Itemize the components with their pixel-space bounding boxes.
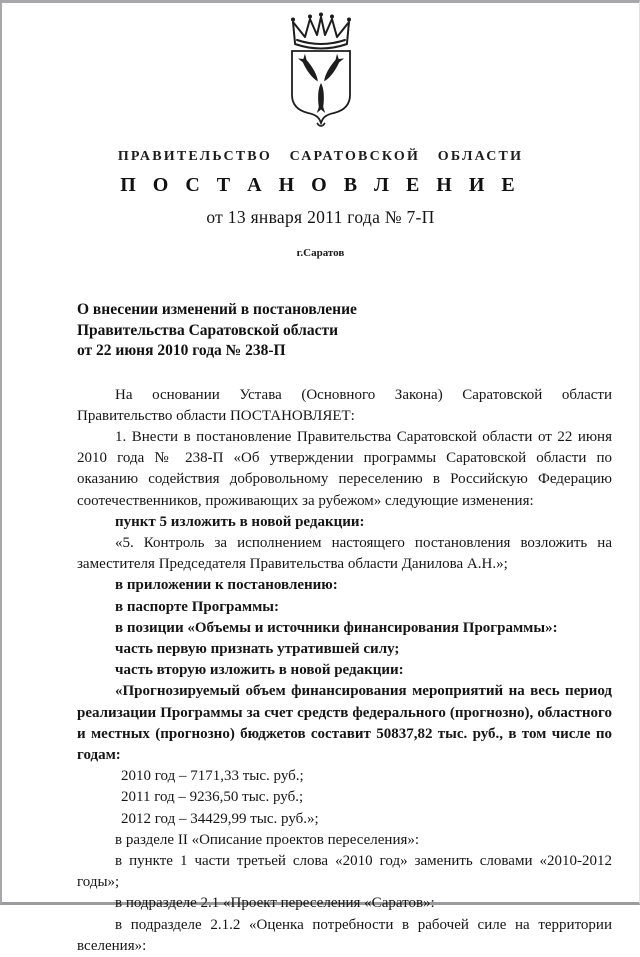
document-city: г.Саратов xyxy=(296,247,345,259)
document-date-number: от 13 января 2011 года № 7-П xyxy=(206,207,435,227)
body-paragraph: На основании Устава (Основного Закона) Саратовской области Правительство области ПОСТАНОВЛЯЕТ: xyxy=(77,386,612,424)
body-paragraph: в подразделе 2.1.2 «Оценка потребности в рабочей силе на территории вселения»: xyxy=(77,916,612,954)
document-title-line: от 22 июня 2010 года № 238-П xyxy=(77,342,286,359)
body-paragraph: часть первую признать утратившей силу; xyxy=(115,640,400,657)
body-paragraph: 1. Внести в постановление Правительства Саратовской области от 22 июня 2010 года № 238-П «Об утверждении программы Саратовской области по оказанию содействия добровольному переселению в Российскую Федерацию соотечественников, проживающих за рубежом» следующие изменения: xyxy=(77,428,612,509)
body-paragraph: «Прогнозируемый объем финансирования мероприятий на весь период реализации Программы за счет средств федерального (прогнозно), областного и местных (прогнозно) бюджетов составит 50837,82 тыс. руб., в том числе по годам: xyxy=(77,683,612,763)
body-paragraph: 2011 год – 9236,50 тыс. руб.; xyxy=(121,789,304,806)
document-title xyxy=(77,300,609,362)
document-title-line: Правительства Саратовской области xyxy=(77,321,338,339)
document-body xyxy=(77,385,612,957)
body-paragraph: 2012 год – 34429,99 тыс. руб.»; xyxy=(121,810,319,827)
body-paragraph: 2010 год – 7171,33 тыс. руб.; xyxy=(121,768,304,785)
org-name: ПРАВИТЕЛЬСТВО САРАТОВСКОЙ ОБЛАСТИ xyxy=(117,149,524,164)
body-paragraph: в пункте 1 части третьей слова «2010 год» заменить словами «2010-2012 годы»; xyxy=(77,852,612,891)
body-paragraph: в подразделе 2.1 «Проект переселения «Саратов»: xyxy=(115,895,435,912)
body-paragraph: «5. Контроль за исполнением настоящего постановления возложить на заместителя Председателя Правительства области Данилова А.Н.»; xyxy=(77,534,612,573)
body-paragraph: в разделе II «Описание проектов переселения»: xyxy=(115,831,420,848)
body-paragraph: пункт 5 изложить в новой редакции: xyxy=(115,513,365,530)
body-paragraph: в приложении к постановлению: xyxy=(115,577,338,594)
document-header xyxy=(2,3,639,259)
body-paragraph: в позиции «Объемы и источники финансирования Программы»: xyxy=(115,619,558,636)
body-paragraph: часть вторую изложить в новой редакции: xyxy=(115,662,404,679)
document-type-heading: П О С Т А Н О В Л Е Н И Е xyxy=(120,174,521,196)
document-title-line: О внесении изменений в постановление xyxy=(77,301,357,318)
body-paragraph: в паспорте Программы: xyxy=(115,598,280,615)
saratov-coat-of-arms-icon xyxy=(271,10,371,132)
